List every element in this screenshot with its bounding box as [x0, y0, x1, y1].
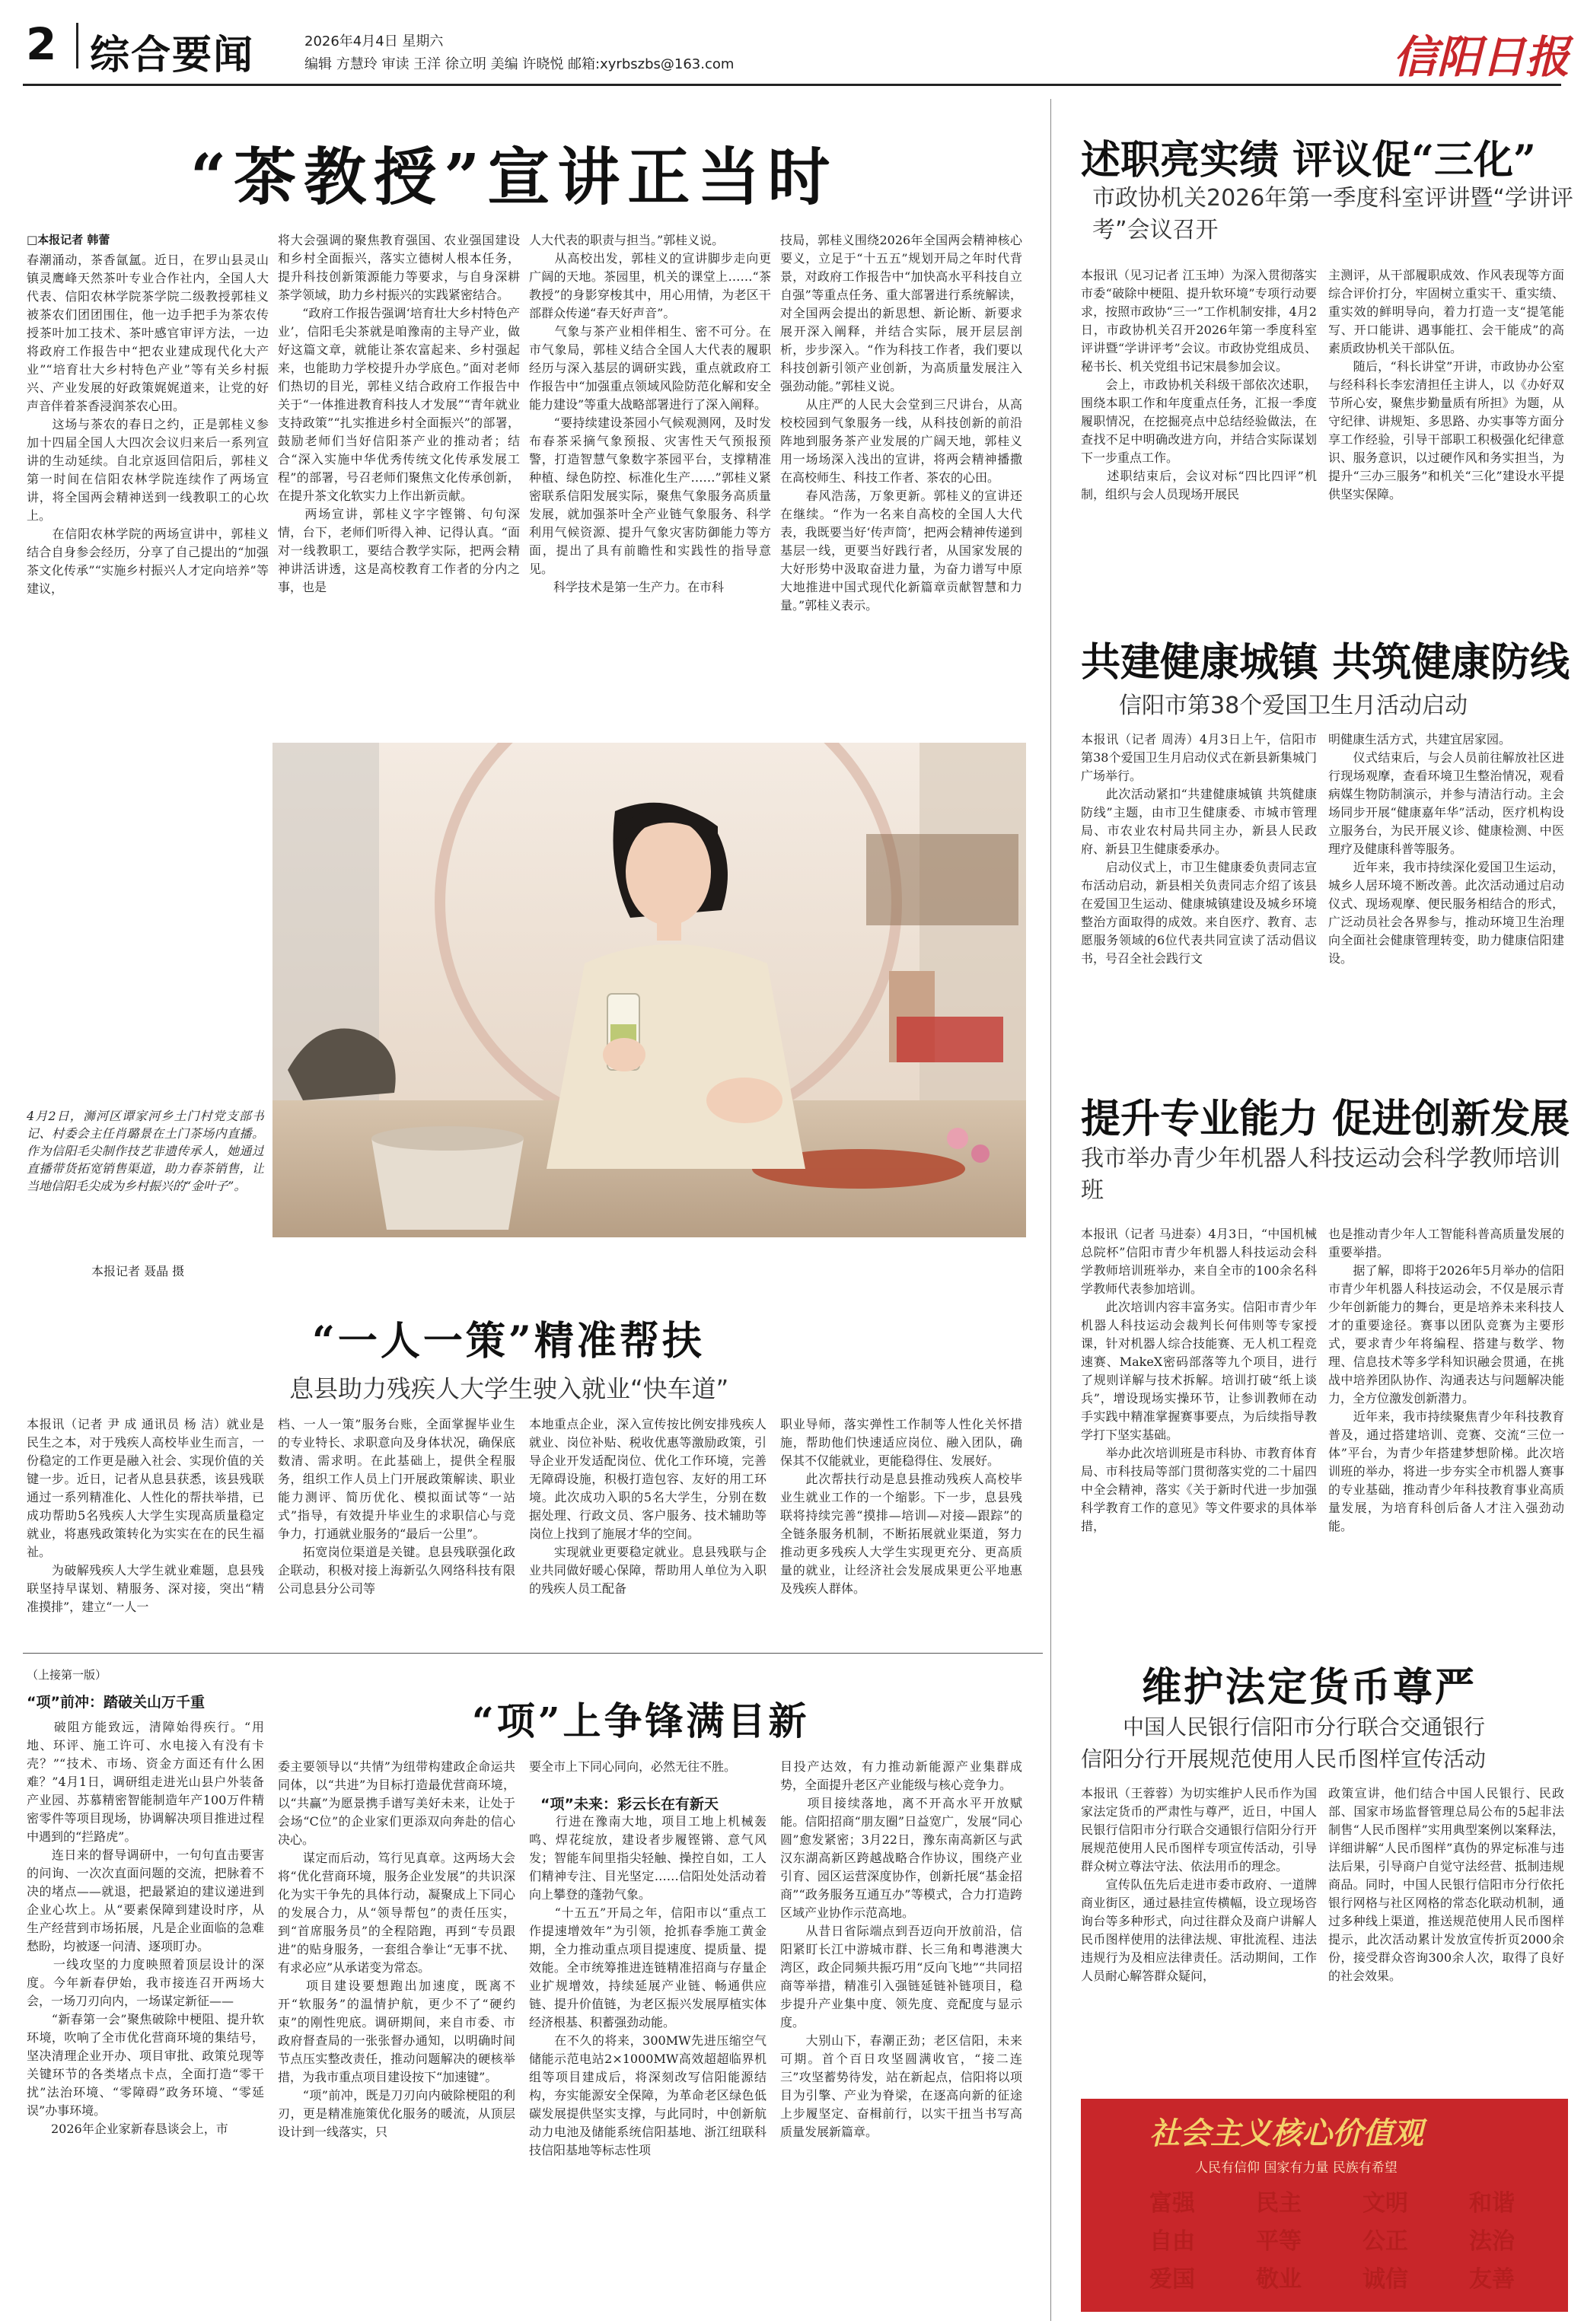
health-headline: 共建健康城镇 共筑健康防线	[1081, 639, 1570, 686]
main-headline: “茶教授”宣讲正当时	[190, 141, 838, 214]
photo-credit: 本报记者 聂晶 摄	[91, 1264, 185, 1278]
editor-info: 编辑 方慧玲 审读 王洋 徐立明 美编 许晓悦 邮箱:xyrbszbs@163.com	[304, 56, 735, 72]
projects-col-2: 委主要领导以“共情”为纽带构建政企命运共同体，以“共进”为目标打造最优营商环境，以“共赢”为愿景携手谱写美好未来，让处于会场“C位”的企业家们更添双向奔赴的信心决心。 谋定而后动，笃行见真章。这两场大会将“优化营商环境，服务企业发展”的共识深化为实干争先的具体行动，凝聚成上下同心的发展合力，从“领导帮包”的责任压实，到“首席服务员”的全程陪跑，再到“专员跟进”的贴身服务，一套组合拳让“无事不扰、有求必应”从承诺变为常态。 项目建设要想跑出加速度，既离不开“软服务”的温情护航，更少不了“硬约束”的刚性兜底。调研期间，来自市委、市政府督查局的一张张督办通知，以明确时间节点压实整改责任，推动问题解决的硬核举措，为我市重点项目建设按下“加速键”。 “项”前冲，既是刀刃向内破除梗阻的利刃，更是精准施策优化服务的暖流，从顶层设计到一线落实，只	[278, 1759, 515, 2139]
employment-col-1: 本报讯（记者 尹 成 通讯员 杨 洁）就业是民生之本，对于残疾人高校毕业生而言，一份稳定的工作更是融入社会、实现价值的关键一步。近日，记者从息县获悉，该县残联通过一系列精准化、人性化的帮扶举措，已成功帮助5名残疾人大学生实现高质量稳定就业，将惠残政策转化为实实在在的民生福祉。 为破解残疾人大学生就业难题，息县残联坚持早谋划、精服务、深对接，突出“精准摸排”，建立“一人一	[27, 1417, 264, 1614]
health-subheadline: 信阳市第38个爱国卫生月活动启动	[1119, 692, 1468, 719]
core-value: 诚信	[1362, 2266, 1408, 2293]
main-col-2: 将大会强调的聚焦教育强国、农业强国建设和乡村全面振兴，落实立德树人根本任务，提升科技创新策源能力等要求，与自身深耕茶学领域，助力乡村振兴的实践紧密结合。 “政府工作报告强调‘培育壮大乡村特色产业’，信阳毛尖茶就是咱豫南的主导产业，做好这篇文章，就能让茶农富起来、乡村强起来，也能助力学校提升办学底色。”面对老师们热切的目光，郭桂义结合政府工作报告中关于“一体推进教育科技人才发展”“青年就业支持政策”“扎实推进乡村全面振兴”的部署，鼓励老师们当好信阳茶产业的推动者；结合“深入实施中华优秀传统文化传承发展工程”的部署，号召老师们聚焦文化传承创新，在提升茶文化软实力上作出新贡献。 两场宣讲，郭桂义字字铿锵、句句深情，台下，老师们听得入神、记得认真。“面对一线教职工，要结合教学实际，把两会精神讲活讲透，这是高校教育工作者的分内之事，也是	[278, 233, 520, 594]
core-value: 富强	[1149, 2190, 1195, 2217]
header-divider	[76, 23, 78, 68]
currency-headline: 维护法定货币尊严	[1142, 1664, 1477, 1711]
projects-headline: “项”上争锋满目新	[472, 1698, 810, 1743]
projects-col-1: 破阻方能致远，清障始得疾行。“用地、环评、施工许可、水电接入有没有卡壳？”“技术、市场、资金方面还有什么困难？”4月1日，调研组走进光山县户外装备产业园、苏慕精密智能制造年产100万件精密零件等项目现场，协调解决项目推进过程中遇到的“拦路虎”。 连日来的督导调研中，一句句直击要害的问询、一次次直面问题的交流，把脉着不决的堵点——就退，把最紧迫的建议递进到企业心坎上。从“要素保障到建设时序，从生产经营到市场拓展，凡是企业面临的急难愁盼，均被逐一问清、逐项盯办。 一线攻坚的力度映照着顶层设计的深度。今年新春伊始，我市接连召开两场大会，一场刀刃向内，一场谋定新征—— “新春第一会”聚焦破除中梗阻、提升软环境，吹响了全市优化营商环境的集结号，坚决清理企业开办、项目审批、政策兑现等关键环节的各类堵点卡点，全面打造“零干扰”法治环境、“零障碍”政务环境、“零延误”办事环境。 2026年企业家新春恳谈会上，市	[27, 1720, 264, 2136]
employment-col-2: 档、一人一策”服务台账，全面掌握毕业生的专业特长、求职意向及身体状况，确保底数清、需求明。在此基础上，提供全程服务，组织工作人员上门开展政策解读、职业能力测评、简历优化、模拟面试等“一站式”指导，有效提升毕业生的求职信心与竞争力，打通就业服务的“最后一公里”。 拓宽岗位渠道是关键。息县残联强化政企联动，积极对接上海新弘久网络科技有限公司息县分公司等	[278, 1417, 515, 1596]
core-value: 爱国	[1149, 2266, 1195, 2293]
banner-title: 社会主义核心价值观	[1149, 2115, 1423, 2151]
issue-date: 2026年4月4日 星期六	[304, 33, 444, 49]
projects-col-4: 目投产达效，有力推动新能源产业集群成势，全面提升老区产业能级与核心竞争力。 项目接续落地，离不开高水平开放赋能。信阳招商“朋友圈”日益宽广，发展“同心圆”愈发紧密；3月22日，豫东南高新区与武汉东湖高新区跨越战略合作协议，围绕产业引育、园区运营深度协作，创新托展“基金招商”“政务服务互通互办”等模式，合力打造跨区域产业协作示范高地。 从昔日省际端点到吾迈向开放前沿，信阳紧盯长江中游城市群、长三角和粤港澳大湾区，政企同频共振巧用“反向飞地”“共同招商等举措，精准引入强链延链补链项目，稳步提升产业集中度、领先度、竞配度与显示度。 大别山下，春潮正劲；老区信阳，未来可期。首个百日攻坚圆满收官，“接二连三”攻坚蓄势待发，站在新起点，信阳将以项目为引擎、产业为脊梁，在逐高向新的征途上步履坚定、奋楫前行，以实干扭当书写高质量发展新篇章。	[780, 1759, 1022, 2139]
projects-col-3: 要全市上下同心同向，必然无往不胜。 行进在豫南大地，项目工地上机械轰鸣、焊花绽放，建设者步履铿锵、意气风发；智能车间里指尖轻触、操控自如，工人们精神专注、目光坚定……信阳处处活动着向上攀登的蓬勃气象。 “十五五”开局之年，信阳市以“重点工作提速增效年”为引领，抢抓春季施工黄金期，全力推动重点项目提速度、提质量、提效能。全市统筹推进连链精准招商与存量企业扩规增效，持续延展产业链、畅通供应链、提升价值链，为老区振兴发展厚植实体经济根基、积蓄强劲动能。 在不久的将来，300MW先进压缩空气储能示范电站2×1000MW高效超超临界机组等项目建成后，将深刻改写信阳能源结构，夯实能源安全保障，为革命老区绿色低碳发展提供坚实支撑，与此同时，中创新航动力电池及储能系统信阳基地、浙江纽联科技信阳基地等标志性项	[529, 1759, 767, 2157]
core-value: 自由	[1149, 2228, 1195, 2255]
projects-inner-heading: “项”未来：彩云长在有新天	[540, 1796, 719, 1813]
robot-headline: 提升专业能力 促进创新发展	[1081, 1096, 1570, 1142]
currency-col-1: 本报讯（王蓉蓉）为切实维护人民币作为国家法定货币的严肃性与尊严，近日，中国人民银行信阳市分行联合交通银行信阳分行开展规范使用人民币图样专项宣传活动，引导群众树立尊法守法、依法用币的理念。 宣传队伍先后走进市委市政府、一道牌商业街区，通过悬挂宣传横幅，设立现场咨询台等多种形式，向过往群众及商户讲解人民币图样使用的法律法规、审批流程、违法违规行为及相应法律责任。活动期间，工作人员耐心解答群众疑问，	[1081, 1786, 1317, 1983]
core-value: 民主	[1256, 2190, 1302, 2217]
review-subheadline: 市政协机关2026年第一季度科室评讲暨“学讲评考”会议召开	[1092, 185, 1573, 244]
health-col-2: 明健康生活方式，共建宜居家园。 仪式结束后，与会人员前往解放社区进行现场观摩，查看环境卫生整治情况，观看病媒生物防制演示，并参与清洁行动。主会场同步开展“健康嘉年华”活动，医疗机构设立服务台，为民开展义诊、健康检测、中医理疗及健康科普等服务。 近年来，我市持续深化爱国卫生运动，城乡人居环境不断改善。此次活动通过启动仪式、现场观摩、便民服务相结合的形式，广泛动员社会各界参与，推动环境卫生治理向全面社会健康管理转变，助力健康信阳建设。	[1328, 732, 1564, 966]
column-divider	[1050, 99, 1051, 2321]
robot-subheadline: 我市举办青少年机器人科技运动会科学教师培训班	[1081, 1145, 1560, 1204]
core-value: 文明	[1362, 2190, 1408, 2217]
main-col-3: 人大代表的职责与担当。”郭桂义说。 从高校出发，郭桂义的宣讲脚步走向更广阔的天地。茶园里，机关的课堂上……“茶教授”的身影穿梭其中，用心用情，为老区干部群众传递“春天好声音”。 气象与茶产业相伴相生、密不可分。在市气象局，郭桂义结合全国人大代表的履职经历与深入基层的调研实践，重点就政府工作报告中“加强重点领域风险防范化解和安全能力建设”等重大战略部署进行了深入阐释。 “要持续建设茶园小气候观测网，及时发布春茶采摘气象预报、灾害性天气预报预警，打造智慧气象数字茶园平台，支撑精准种植、绿色防控、标准化生产……”郭桂义紧密联系信阳发展实际，聚焦气象服务高质量发展，就加强茶叶全产业链气象服务、科学利用气候资源、提升气象灾害防御能力等方面，提出了具有前瞻性和实践性的指导意见。 科学技术是第一生产力。在市科	[529, 233, 771, 594]
header-rule	[23, 84, 1561, 86]
main-col-1: 春潮涌动，茶香氤氲。近日，在罗山县灵山镇灵鹰峰天然茶叶专业合作社内，全国人大代表、信阳农林学院茶学院二级教授郭桂义被茶农们团团围住，他一边手把手为茶农传授茶叶加工技术、茶叶感官审评方法，一边将政府工作报告中“把农业建成现代化大产业”“培育壮大乡村特色产业”等有关乡村振兴、产业发展的好政策娓娓道来，让党的好声音伴着茶香浸润茶农心田。 这场与茶农的春日之约，正是郭桂义参加十四届全国人大四次会议归来后一系列宣讲的生动延续。自北京返回信阳后，郭桂义第一时间在信阳农林学院连续作了两场宣讲，将全国两会精神送到一线教职工的心坎上。 在信阳农林学院的两场宣讲中，郭桂义结合自身参会经历，分享了自己提出的“加强茶文化传承”“实施乡村振兴人才定向培养”等建议，	[27, 253, 269, 596]
core-value: 公正	[1362, 2228, 1408, 2255]
employment-col-3: 本地重点企业，深入宣传按比例安排残疾人就业、岗位补贴、税收优惠等激励政策，引导企业开发适配岗位、优化工作环境，完善无障碍设施，积极打造包容、友好的用工环境。此次成功入职的5名大学生，分别在数据处理、行政文员、客户服务、技术辅助等岗位上找到了施展才华的空间。 实现就业更要稳定就业。息县残联与企业共同做好暖心保障，帮助用人单位为入职的残疾人员工配备	[529, 1417, 767, 1596]
currency-subheadline-1: 中国人民银行信阳市分行联合交通银行	[1123, 1714, 1486, 1740]
core-value: 平等	[1256, 2228, 1302, 2255]
banner-tagline: 人民有信仰 国家有力量 民族有希望	[1195, 2160, 1398, 2176]
employment-headline: “一人一策”精准帮扶	[312, 1318, 705, 1364]
section-title: 综合要闻	[90, 33, 255, 78]
review-col-1: 本报讯（见习记者 江玉坤）为深入贯彻落实市委“破除中梗阻、提升软环境”专项行动要求，按照市政协“三一”工作机制安排，4月2日，市政协机关召开2026年第一季度科室评讲暨“学讲评考”会议。市政协党组成员、秘书长、机关党组书记宋晨参加会议。 会上，市政协机关科级干部依次述职，围绕本职工作和年度重点任务，汇报一季度履职情况，在挖掘亮点中总结经验做法，在查找不足中明确改进方向，并结合实际谋划下一步重点工作。 述职结束后，会议对标“四比四评”机制，组织与会人员现场开展民	[1081, 268, 1317, 501]
livestream-photo	[272, 743, 1026, 1237]
core-value: 法治	[1469, 2228, 1515, 2255]
core-value: 敬业	[1256, 2266, 1302, 2293]
section-rule	[23, 1653, 1043, 1654]
health-col-1: 本报讯（记者 周涛）4月3日上午，信阳市第38个爱国卫生月启动仪式在新县新集城门广场举行。 此次活动紧扣“共建健康城镇 共筑健康防线”主题，由市卫生健康委、市城市管理局、市农业农村局共同主办，新县人民政府、新县卫生健康委承办。 启动仪式上，市卫生健康委负责同志宣布活动启动，新县相关负责同志介绍了该县在爱国卫生运动、健康城镇建设及城乡环境整治方面取得的成效。来自医疗、教育、志愿服务领域的6位代表共同宣读了活动倡议书，号召全社会践行文	[1081, 732, 1317, 966]
masthead-logo: 信阳日报	[1393, 31, 1570, 83]
employment-subheadline: 息县助力残疾人大学生驶入就业“快车道”	[289, 1374, 729, 1403]
page-number: 2	[26, 18, 57, 70]
projects-side-heading: “项”前冲：踏破关山万千重	[27, 1694, 205, 1711]
currency-col-2: 政策宣讲，他们结合中国人民银行、民政部、国家市场监督管理总局公布的5起非法制售“人民币图样”实用典型案例以案释法，详细讲解“人民币图样”真伪的界定标准与违法后果，引导商户自觉守法经营、抵制违规商品。同时，中国人民银行信阳市分行依托银行网格与社区网格的常态化联动机制，通过多种线上渠道，推送规范使用人民币图样提示，此次活动累计发放宣传折页2000余份，接受群众咨询300余人次，取得了良好的社会效果。	[1328, 1786, 1564, 1983]
robot-col-2: 也是推动青少年人工智能科普高质量发展的重要举措。 据了解，即将于2026年5月举办的信阳市青少年机器人科技运动会，不仅是展示青少年创新能力的舞台，更是培养未来科技人才的重要途径。赛事以团队竞赛为主要形式，要求青少年将编程、搭建与数学、物理、信息技术等多学科知识融会贯通，在挑战中培养团队协作、沟通表达与问题解决能力，全方位激发创新潜力。 近年来，我市持续聚焦青少年科技教育普及，通过搭建培训、竞赛、交流“三位一体”平台，为青少年搭建梦想阶梯。此次培训班的举办，将进一步夯实全市机器人赛事的专业基础，推动青少年科技教育事业高质量发展，为培育科创后备人才注入强劲动能。	[1328, 1227, 1564, 1533]
employment-col-4: 职业导师，落实弹性工作制等人性化关怀措施，帮助他们快速适应岗位、融入团队，确保其不仅能就业，更能稳得住、发展好。 此次帮扶行动是息县推动残疾人高校毕业生就业工作的一个缩影。下一步，息县残联将持续完善“摸排—培训—对接—跟踪”的全链条服务机制，不断拓展就业渠道，努力推动更多残疾人大学生实现更充分、更高质量的就业，让经济社会发展成果更公平地惠及残疾人群体。	[780, 1417, 1022, 1596]
core-value: 和谐	[1469, 2190, 1515, 2217]
review-headline: 述职亮实绩 评议促“三化”	[1081, 137, 1536, 183]
continued-from-front: （上接第一版）	[27, 1668, 107, 1682]
main-col-4: 技局，郭桂义围绕2026年全国两会精神核心要义，立足于“十五五”规划开局之年时代背景，对政府工作报告中“加快高水平科技自立自强”等重点任务、重大部署进行系统解读，对全国两会提出的新思想、新论断、新要求展开深入阐释，并结合实际，展开层层剖析，步步深入。“作为科技工作者，我们要以科技创新引领产业创新，为高质量发展注入强劲动能。”郭桂义说。 从庄严的人民大会堂到三尺讲台，从高校校园到气象服务一线，从科技创新的前沿阵地到服务茶产业发展的广阔天地，郭桂义用一场场深入浅出的宣讲，将两会精神播撒在高校师生、科技工作者、茶农的心田。 春风浩荡，万象更新。郭桂义的宣讲还在继续。“作为一名来自高校的全国人大代表，我既要当好‘传声筒’，把两会精神传递到基层一线，更要当好践行者，从国家发展的大好形势中汲取奋进力量，为奋力谱写中原大地推进中国式现代化新篇章贡献智慧和力量。”郭桂义表示。	[780, 233, 1022, 613]
main-byline: □本报记者 韩蕾	[27, 233, 110, 247]
core-value: 友善	[1469, 2266, 1515, 2293]
photo-caption: 4月2日，浉河区谭家河乡土门村党支部书记、村委会主任肖璐景在土门茶场内直播。作为信阳毛尖制作技艺非遗传承人，她通过直播带货拓宽销售渠道，助力春茶销售，让当地信阳毛尖成为乡村振兴的“金叶子”。	[27, 1109, 264, 1193]
robot-col-1: 本报讯（记者 马进泰）4月3日，“中国机械总院杯”信阳市青少年机器人科技运动会科学教师培训班举办，来自全市的100余名科学教师代表参加培训。 此次培训内容丰富务实。信阳市青少年机器人科技运动会裁判长何伟则等专家授课，针对机器人综合技能赛、无人机工程竞速赛、MakeX密码部落等九个项目，进行了规则详解与技术拆解。培训打破“纸上谈兵”，增设现场实操环节，让参训教师在动手实践中精准掌握赛事要点，为后续指导教学打下坚实基础。 举办此次培训班是市科协、市教育体育局、市科技局等部门贯彻落实党的二十届四中全会精神，落实《关于新时代进一步加强科学教育工作的意见》等文件要求的具体举措，	[1081, 1227, 1317, 1533]
core-values-banner	[1081, 2099, 1568, 2312]
review-col-2: 主测评，从干部履职成效、作风表现等方面综合评价打分，牢固树立重实干、重实绩、重实效的鲜明导向，着力打造一支“提笔能写、开口能讲、遇事能扛、会干能成”的高素质政协机关干部队伍。 随后，“科长讲堂”开讲，市政协办公室与经科科长李宏清担任主讲人，以《办好双节所心安，聚焦步勤量质有所担》为题，从守纪律、讲规矩、多思路、办实事等方面分享工作经验，引导干部职工积极强化纪律意识、服务意识，以过硬作风和务实担当，为提升“三办三服务”和机关“三化”建设水平提供坚实保障。	[1328, 268, 1564, 501]
currency-subheadline-2: 信阳分行开展规范使用人民币图样宣传活动	[1081, 1746, 1487, 1772]
